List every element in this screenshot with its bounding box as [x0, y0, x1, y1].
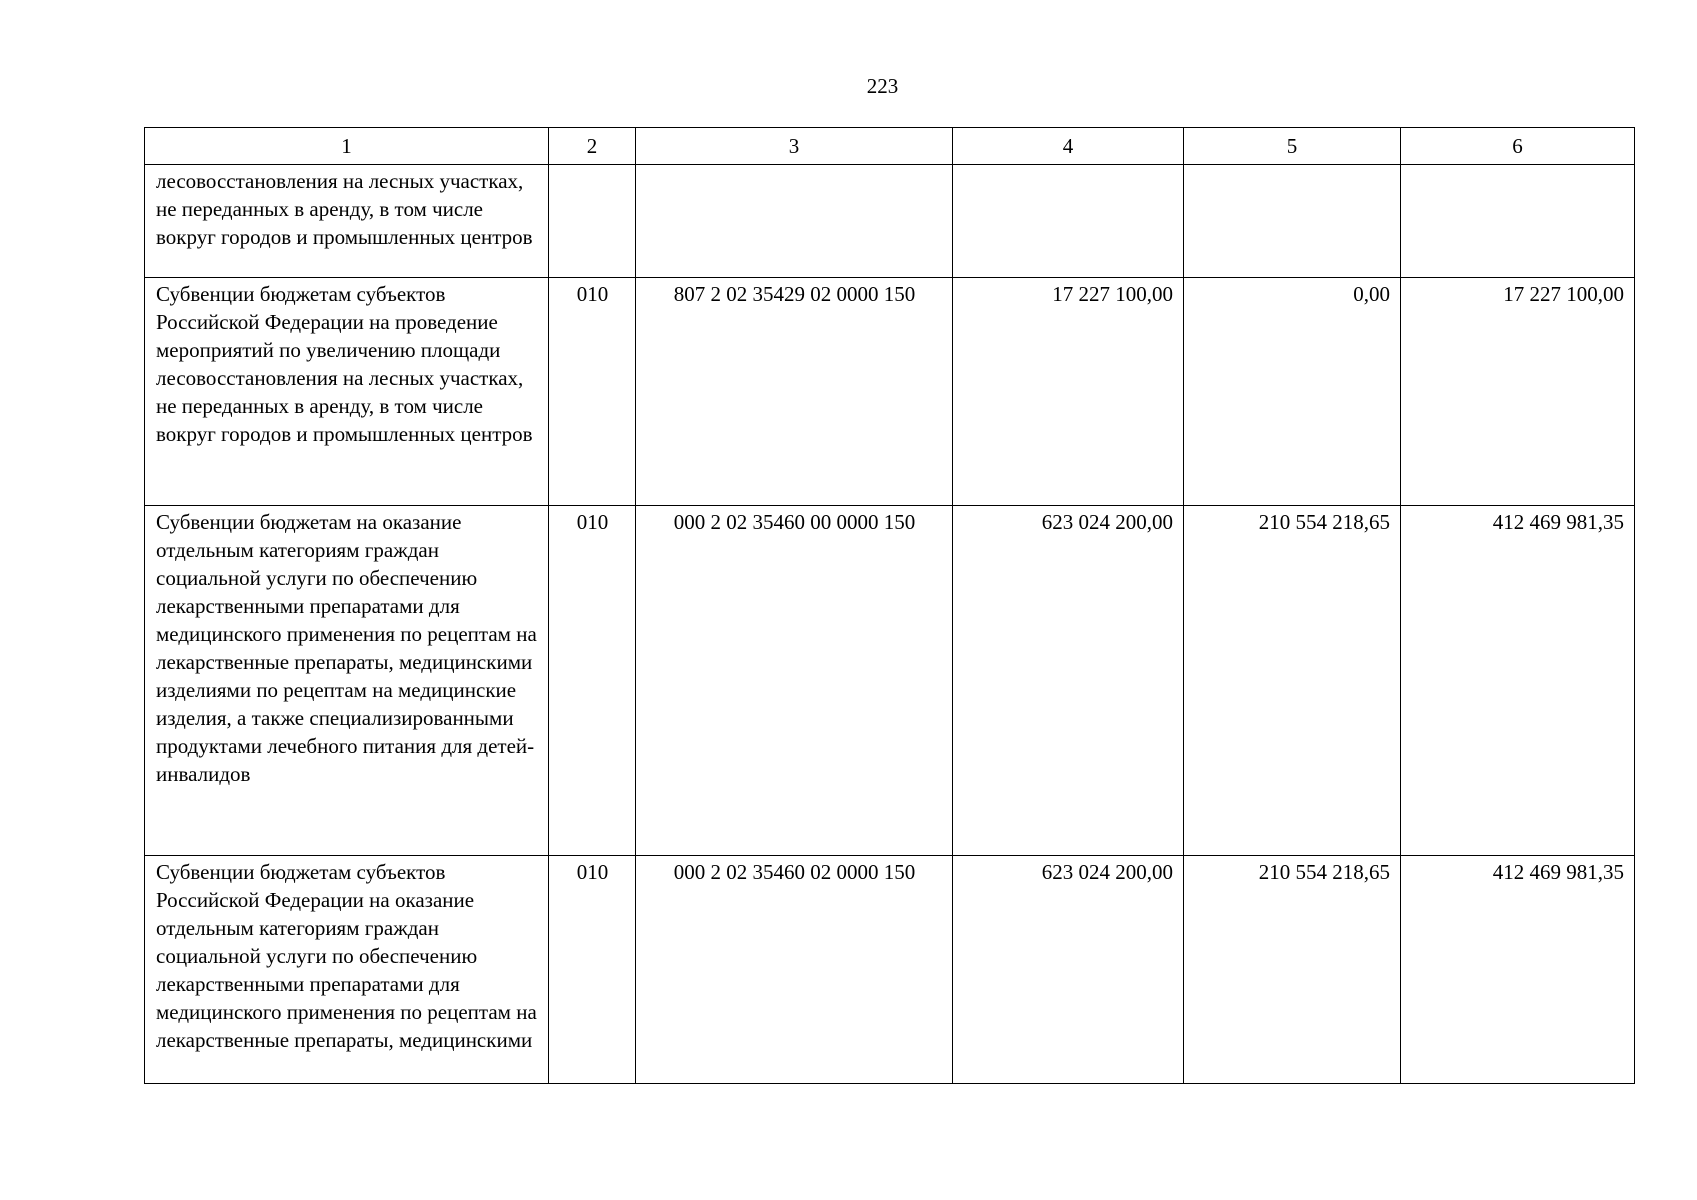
row-approved: 17 227 100,00 [953, 278, 1184, 506]
page-number: 223 [866, 74, 899, 98]
row-line-code: 010 [549, 856, 636, 1084]
row-executed: 210 554 218,65 [1184, 856, 1401, 1084]
header-col-4: 4 [953, 128, 1184, 165]
row-name: Субвенции бюджетам субъектов Российской Федерации на оказание отдельным категориям граждан социальной услуги по обеспечению лекарственными препаратами для медицинского применения по рецептам на лекарственные препараты, медицинскими [145, 856, 549, 1084]
row-line-code [549, 165, 636, 278]
row-remaining: 17 227 100,00 [1401, 278, 1635, 506]
table-row [145, 506, 1635, 856]
row-income-code: 000 2 02 35460 00 0000 150 [636, 506, 953, 856]
row-name: Субвенции бюджетам на оказание отдельным категориям граждан социальной услуги по обеспечению лекарственными препаратами для медицинского применения по рецептам на лекарственные препараты, медицинскими изделиями по рецептам на медицинские изделия, а также специализированными продуктами лечебного питания для детей-инвалидов [145, 506, 549, 856]
table-row [145, 856, 1635, 1084]
row-approved: 623 024 200,00 [953, 856, 1184, 1084]
header-col-3: 3 [636, 128, 953, 165]
row-executed [1184, 165, 1401, 278]
row-remaining: 412 469 981,35 [1401, 856, 1635, 1084]
row-income-code: 807 2 02 35429 02 0000 150 [636, 278, 953, 506]
row-executed: 0,00 [1184, 278, 1401, 506]
row-line-code: 010 [549, 278, 636, 506]
table-row [145, 165, 1635, 278]
header-col-5: 5 [1184, 128, 1401, 165]
row-remaining [1401, 165, 1635, 278]
header-col-1: 1 [145, 128, 549, 165]
budget-table [144, 127, 1635, 1084]
row-remaining: 412 469 981,35 [1401, 506, 1635, 856]
header-col-2: 2 [549, 128, 636, 165]
row-income-code: 000 2 02 35460 02 0000 150 [636, 856, 953, 1084]
row-approved: 623 024 200,00 [953, 506, 1184, 856]
table-row [145, 278, 1635, 506]
row-name: Субвенции бюджетам субъектов Российской Федерации на проведение мероприятий по увеличению площади лесовосстановления на лесных участках, не переданных в аренду, в том числе вокруг городов и промышленных центров [145, 278, 549, 506]
header-col-6: 6 [1401, 128, 1635, 165]
header-row [145, 128, 1635, 165]
row-executed: 210 554 218,65 [1184, 506, 1401, 856]
row-line-code: 010 [549, 506, 636, 856]
row-income-code [636, 165, 953, 278]
row-name: лесовосстановления на лесных участках, не переданных в аренду, в том числе вокруг городов и промышленных центров [145, 165, 549, 278]
row-approved [953, 165, 1184, 278]
